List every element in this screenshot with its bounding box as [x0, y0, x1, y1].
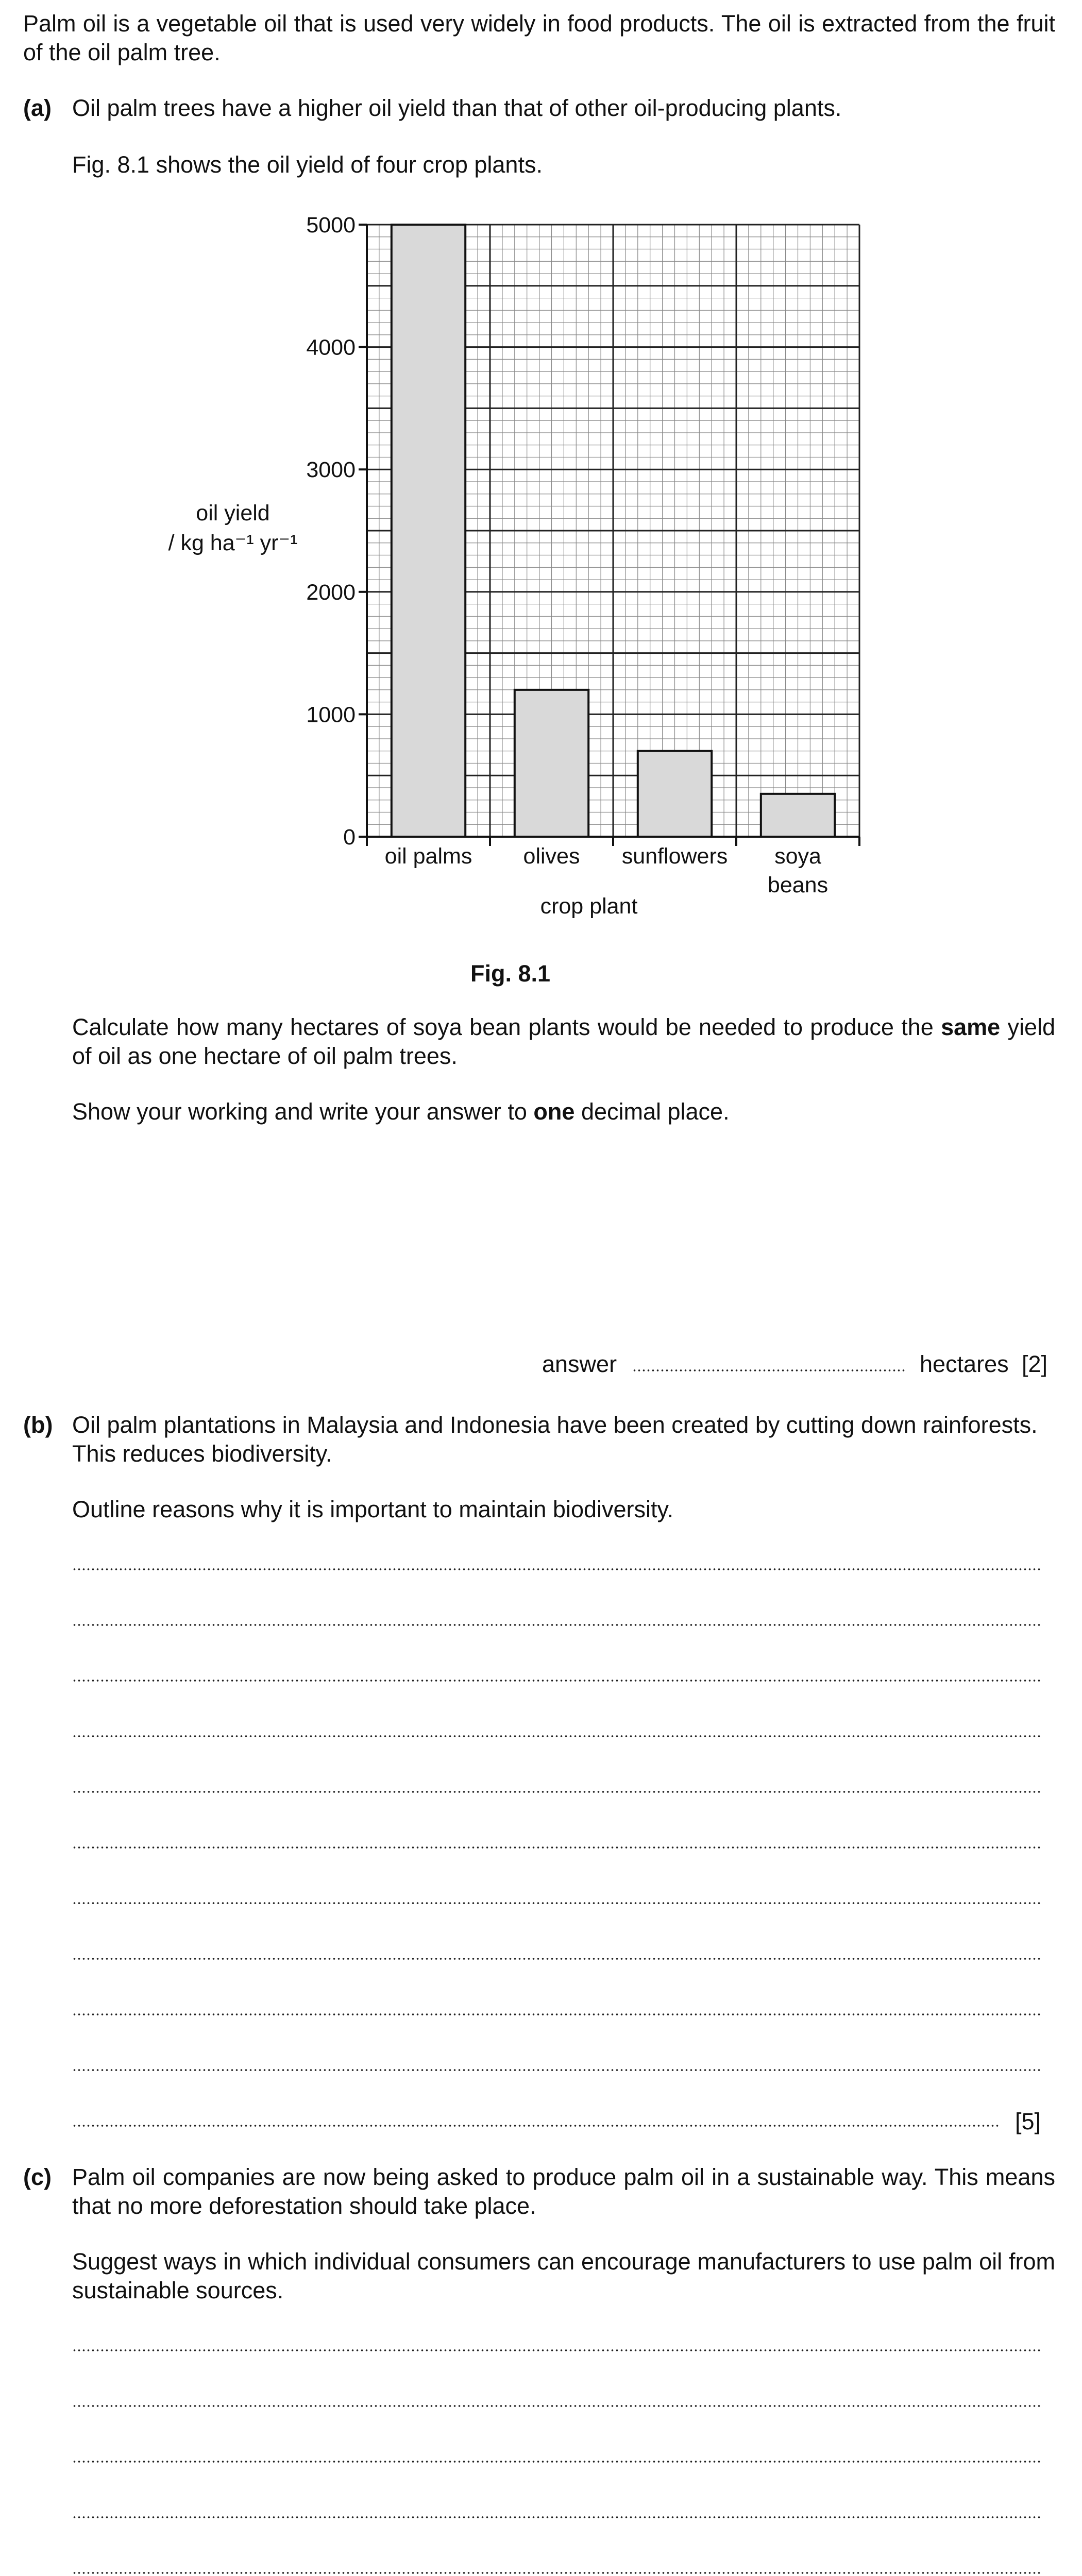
x-tick-label: olives — [523, 844, 580, 869]
answer-line-c-4[interactable] — [72, 2516, 1041, 2518]
answer-label: answer — [542, 1351, 617, 1377]
part-a-statement: Oil palm trees have a higher oil yield than that of other oil-producing plants. — [72, 95, 842, 121]
question-c: Suggest ways in which individual consumers can encourage manufacturers to use palm oil from sustainable sources. — [72, 2248, 1055, 2303]
y-axis-label-line1: oil yield — [196, 501, 270, 526]
y-tick-label: 3000 — [306, 457, 356, 483]
part-a-label: (a) — [23, 95, 52, 121]
x-tick-labels — [385, 844, 828, 897]
question-a: Calculate how many hectares of soya bean plants would be needed to produce the same yield of oil as one hectare of oil palm trees. — [72, 1014, 1055, 1069]
part-c-statement: Palm oil companies are now being asked to produce palm oil in a sustainable way. This means that no more deforestation should take place. — [72, 2164, 1055, 2219]
bar-sunflowers — [638, 751, 712, 837]
bar-oil-palms — [392, 225, 465, 837]
x-axis-label: crop plant — [540, 894, 638, 919]
x-tick-label: oil palms — [384, 844, 472, 869]
answer-line-c-1[interactable] — [72, 2349, 1041, 2351]
y-axis-label-line2: / kg ha⁻¹ yr⁻¹ — [168, 531, 298, 555]
answer-line-b-10[interactable] — [72, 2069, 1041, 2071]
x-tick-label: soya — [774, 844, 821, 869]
y-tick-labels — [306, 213, 356, 850]
answer-line-b-6[interactable] — [72, 1846, 1041, 1849]
answer-line-a[interactable] — [632, 1369, 906, 1371]
figure-intro: Fig. 8.1 shows the oil yield of four crop plants. — [72, 151, 543, 178]
marks-a: [2] — [1022, 1351, 1048, 1377]
answer-line-c-3[interactable] — [72, 2461, 1041, 2463]
answer-line-b-3[interactable] — [72, 1680, 1041, 1682]
instruction-a: Show your working and write your answer to one decimal place. — [72, 1098, 730, 1125]
intro-text: Palm oil is a vegetable oil that is used very widely in food products. The oil is extracted from the fruit of the oil palm tree. — [23, 10, 1055, 65]
answer-line-b-11[interactable] — [72, 2125, 1000, 2127]
y-tick-label: 5000 — [306, 213, 356, 238]
part-c-label: (c) — [23, 2164, 52, 2190]
y-tick-label: 4000 — [306, 335, 356, 360]
part-b-statement: Oil palm plantations in Malaysia and Indonesia have been created by cutting down rainforests. This reduces biodiversity. — [72, 1412, 1038, 1467]
y-tick-label: 0 — [343, 825, 356, 850]
oil-yield-chart — [0, 0, 1082, 979]
x-tick-label: beans — [767, 873, 829, 897]
answer-line-b-7[interactable] — [72, 1902, 1041, 1904]
part-b-label: (b) — [23, 1412, 53, 1438]
x-tick-label: sunflowers — [621, 844, 728, 869]
y-tick-label: 2000 — [306, 580, 356, 605]
bar-olives — [515, 690, 588, 837]
answer-line-b-9[interactable] — [72, 2013, 1041, 2015]
answer-line-c-5[interactable] — [72, 2572, 1041, 2574]
figure-caption: Fig. 8.1 — [470, 960, 551, 987]
y-tick-label: 1000 — [306, 702, 356, 727]
bar-soya-beans — [761, 794, 835, 837]
marks-b: [5] — [1015, 2108, 1041, 2134]
question-b: Outline reasons why it is important to maintain biodiversity. — [72, 1496, 674, 1522]
answer-line-b-8[interactable] — [72, 1958, 1041, 1960]
answer-unit: hectares — [920, 1351, 1009, 1377]
answer-line-b-5[interactable] — [72, 1791, 1041, 1793]
answer-line-b-1[interactable] — [72, 1568, 1041, 1570]
answer-line-b-4[interactable] — [72, 1735, 1041, 1737]
answer-line-b-2[interactable] — [72, 1624, 1041, 1626]
answer-line-c-2[interactable] — [72, 2405, 1041, 2407]
